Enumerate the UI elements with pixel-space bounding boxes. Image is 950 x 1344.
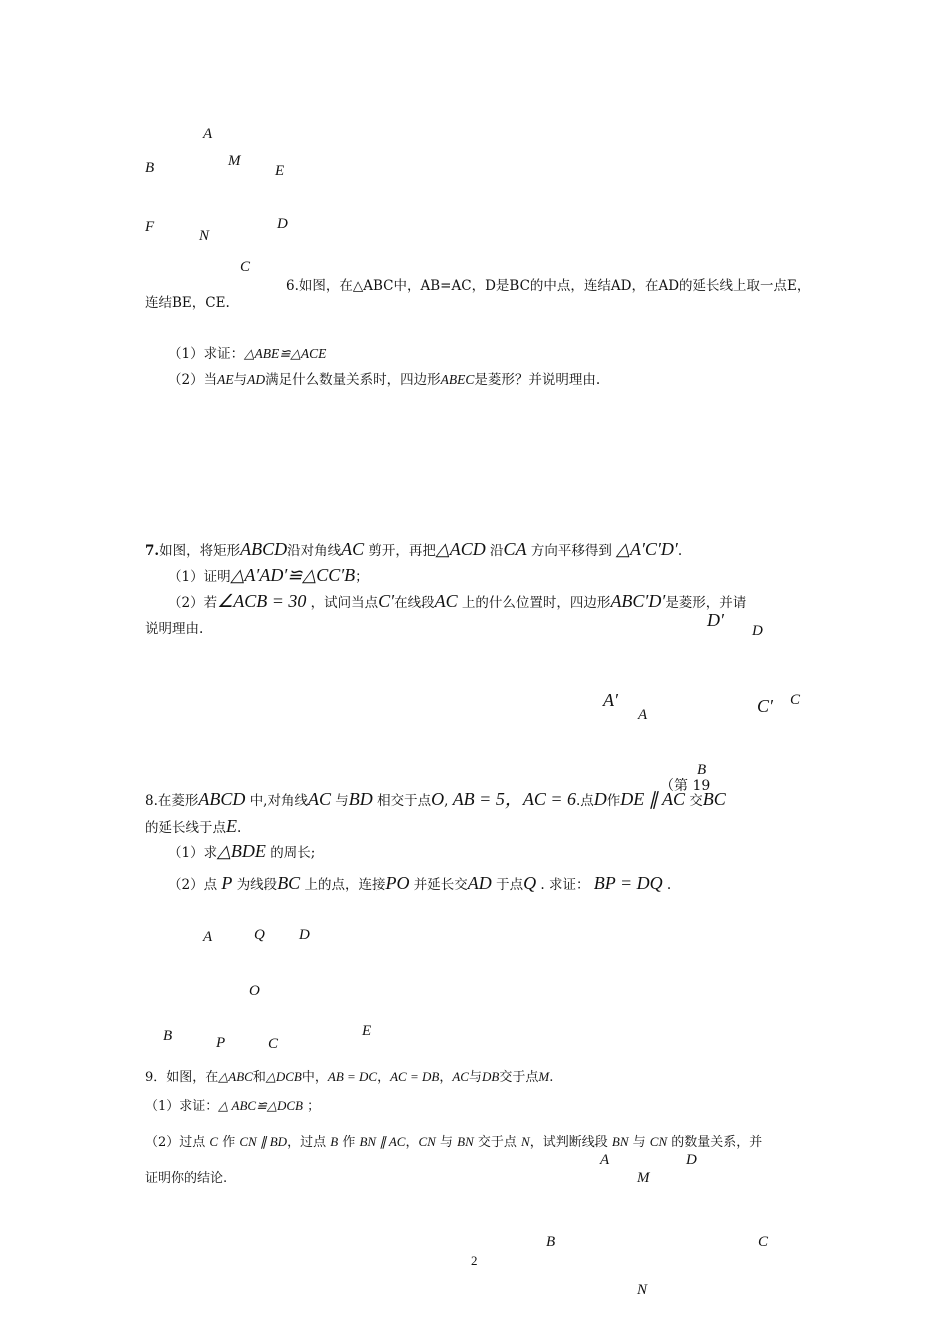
fig5-label-a: A — [203, 126, 213, 142]
q7-fig-label-d: D — [752, 623, 763, 639]
q7-fig-label-b: B — [697, 762, 707, 778]
q8-fig-label-p: P — [216, 1035, 226, 1051]
fig5-label-f: F — [145, 219, 155, 235]
q7-fig-label-dprime: D′ — [707, 610, 724, 630]
fig5-label-n: N — [199, 228, 210, 244]
q7-part1: （1）证明△A′AD′≌△CC′B； — [168, 565, 369, 585]
q7-part2: （2）若∠ACB = 30 ，试问当点C′在线段AC 上的什么位置时，四边形ABC′D′是菱形，并请 — [168, 591, 747, 611]
q8-fig-label-d: D — [299, 927, 310, 943]
q7-line1: 7.如图，将矩形ABCD沿对角线AC 剪开，再把△ACD 沿CA 方向平移得到 △A′C′D′. — [145, 539, 683, 559]
q8-part1: （1）求△BDE 的周长; — [168, 841, 316, 861]
q7-fig-caption: （第 19 — [660, 778, 711, 794]
q7-fig-label-cprime: C′ — [757, 696, 773, 716]
q6-line2: 连结BE，CE. — [145, 295, 230, 311]
fig5-label-e: E — [275, 163, 285, 179]
q8-fig-label-c: C — [268, 1036, 279, 1052]
q9-part2: （2）过点 C 作 CN ∥ BD，过点 B 作 BN ∥ AC，CN 与 BN 交于点 N，试判断线段 BN 与 CN 的数量关系，并 — [145, 1134, 763, 1150]
q8-line1: 8.在菱形ABCD 中,对角线AC 与BD 相交于点O, AB = 5，AC = 6.点D作DE ∥ AC 交BC — [145, 789, 726, 809]
q9-line1: 9．如图，在△ABC和△DCB中，AB = DC，AC = DB，AC与DB交于点M. — [145, 1069, 554, 1085]
q8-part2: （2）点 P 为线段BC 上的点，连接PO 并延长交AD 于点Q . 求证： BP = DQ . — [168, 873, 672, 893]
q9-fig-label-a: A — [600, 1152, 610, 1168]
fig5-label-c: C — [240, 259, 251, 275]
q8-line2: 的延长线于点E. — [145, 816, 242, 836]
q8-fig-label-q: Q — [254, 927, 265, 943]
q9-fig-label-n: N — [637, 1282, 648, 1298]
fig5-label-d: D — [277, 216, 288, 232]
fig5-label-b: B — [145, 160, 155, 176]
q6-part2: （2）当AE与AD满足什么数量关系时，四边形ABEC是菱形？并说明理由. — [168, 372, 601, 388]
q7-fig-label-a: A — [638, 707, 648, 723]
q6-line1: 6.如图，在△ABC中，AB=AC，D是BC的中点，连结AD，在AD的延长线上取一点E， — [286, 278, 811, 294]
q7-fig-label-aprime: A′ — [603, 690, 618, 710]
page-number: 2 — [471, 1253, 478, 1268]
q9-part1: （1）求证：△ ABC≌△DCB ； — [145, 1098, 321, 1114]
q9-fig-label-c: C — [758, 1234, 769, 1250]
q6-part1: （1）求证：△ABE≌△ACE — [168, 346, 327, 362]
q7-part2-cont: 说明理由. — [145, 621, 204, 637]
q8-fig-label-b: B — [163, 1028, 173, 1044]
fig5-label-m: M — [228, 153, 241, 169]
q9-fig-label-b: B — [546, 1234, 556, 1250]
q8-fig-label-a: A — [203, 929, 213, 945]
q8-fig-label-e: E — [362, 1023, 372, 1039]
q8-fig-label-o: O — [249, 983, 260, 999]
q7-fig-label-c: C — [790, 692, 801, 708]
q9-fig-label-d: D — [686, 1152, 697, 1168]
q9-fig-label-m: M — [637, 1170, 650, 1186]
q9-line3: 证明你的结论. — [145, 1171, 228, 1186]
